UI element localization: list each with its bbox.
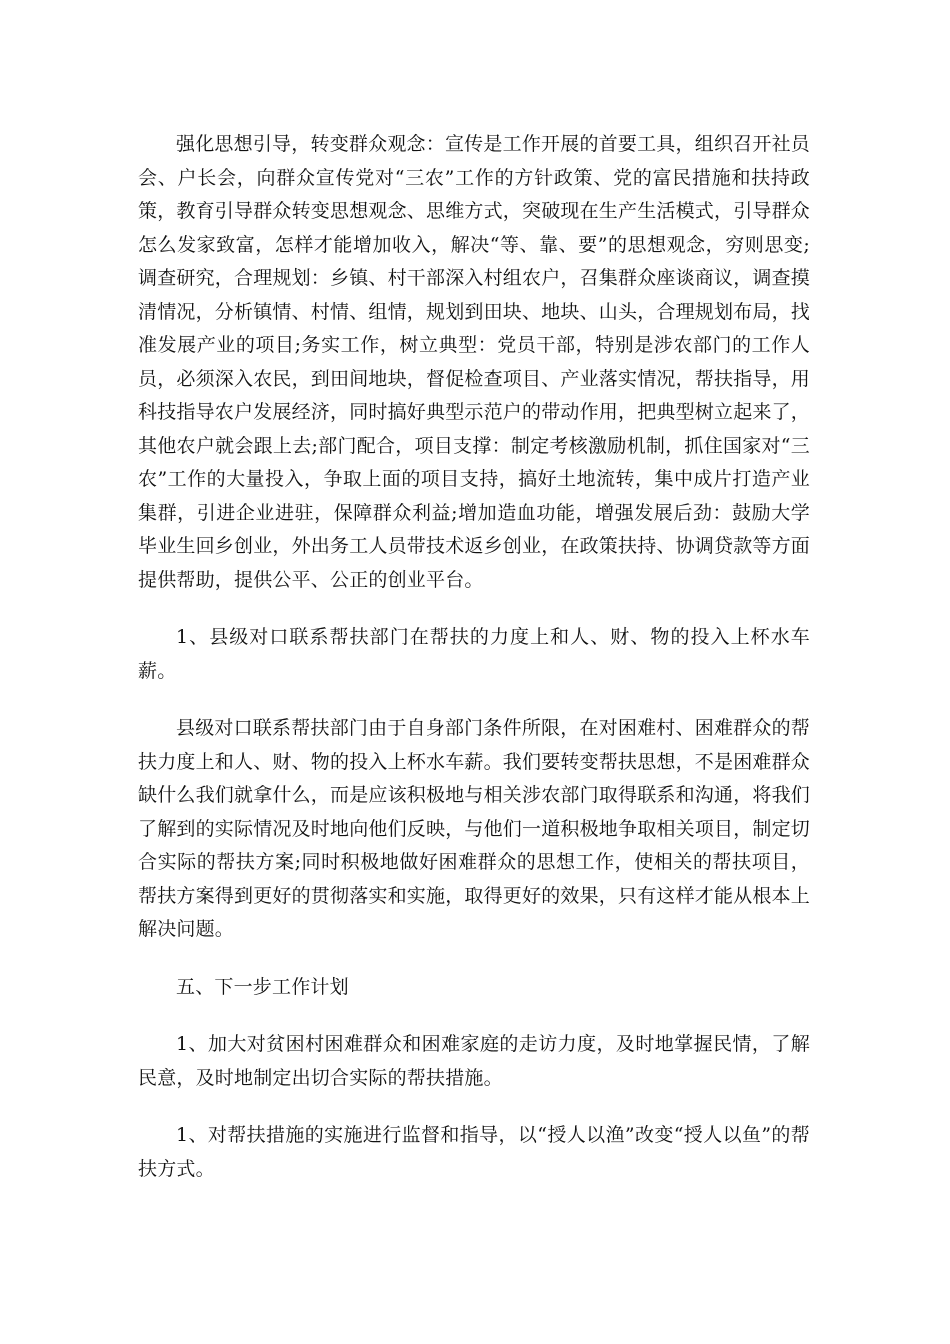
section-heading-next-work-plan: 五、下一步工作计划 (176, 975, 349, 998)
paragraph-item-1-insufficient-input: 1、县级对口联系帮扶部门在帮扶的力度上和人、财、物的投入上杯水车薪。 (138, 626, 810, 682)
document-body (138, 128, 810, 1210)
paragraph-plan-item-supervision: 1、对帮扶措施的实施进行监督和指导，以“授人以渔”改变“授人以鱼”的帮扶方式。 (138, 1124, 810, 1180)
paragraph-plan-item-visits: 1、加大对贫困村困难群众和困难家庭的走访力度，及时地掌握民情，了解民意，及时地制定出切合实际的帮扶措施。 (138, 1033, 810, 1089)
paragraph-county-department-explanation: 县级对口联系帮扶部门由于自身部门条件所限，在对困难村、困难群众的帮扶力度上和人、财、物的投入上杯水车薪。我们要转变帮扶思想，不是困难群众缺什么我们就拿什么，而是应该积极地与相关涉农部门取得联系和沟通，将我们了解到的实际情况及时地向他们反映，与他们一道积极地争取相关项目，制定切合实际的帮扶方案;同时积极地做好困难群众的思想工作，使相关的帮扶项目，帮扶方案得到更好的贯彻落实和实施，取得更好的效果，只有这样才能从根本上解决问题。 (138, 717, 811, 940)
paragraph-strengthen-guidance: 强化思想引导，转变群众观念：宣传是工作开展的首要工具，组织召开社员会、户长会，向群众宣传党对“三农”工作的方针政策、党的富民措施和扶持政策，教育引导群众转变思想观念、思维方式，突破现在生产生活模式，引导群众怎么发家致富，怎样才能增加收入，解决“等、靠、要”的思想观念，穷则思变;调查研究，合理规划：乡镇、村干部深入村组农户，召集群众座谈商议，调查摸清情况，分析镇情、村情、组情，规划到田块、地块、山头，合理规划布局，找准发展产业的项目;务实工作，树立典型：党员干部，特别是涉农部门的工作人员，必须深入农民，到田间地块，督促检查项目、产业落实情况，帮扶指导，用科技指导农户发展经济，同时搞好典型示范户的带动作用，把典型树立起来了，其他农户就会跟上去;部门配合，项目支撑：制定考核激励机制，抓住国家对“三农”工作的大量投入，争取上面的项目支持，搞好土地流转，集中成片打造产业集群，引进企业进驻，保障群众利益;增加造血功能，增强发展后劲：鼓励大学毕业生回乡创业，外出务工人员带技术返乡创业，在政策扶持、协调贷款等方面提供帮助，提供公平、公正的创业平台。 (138, 133, 811, 591)
